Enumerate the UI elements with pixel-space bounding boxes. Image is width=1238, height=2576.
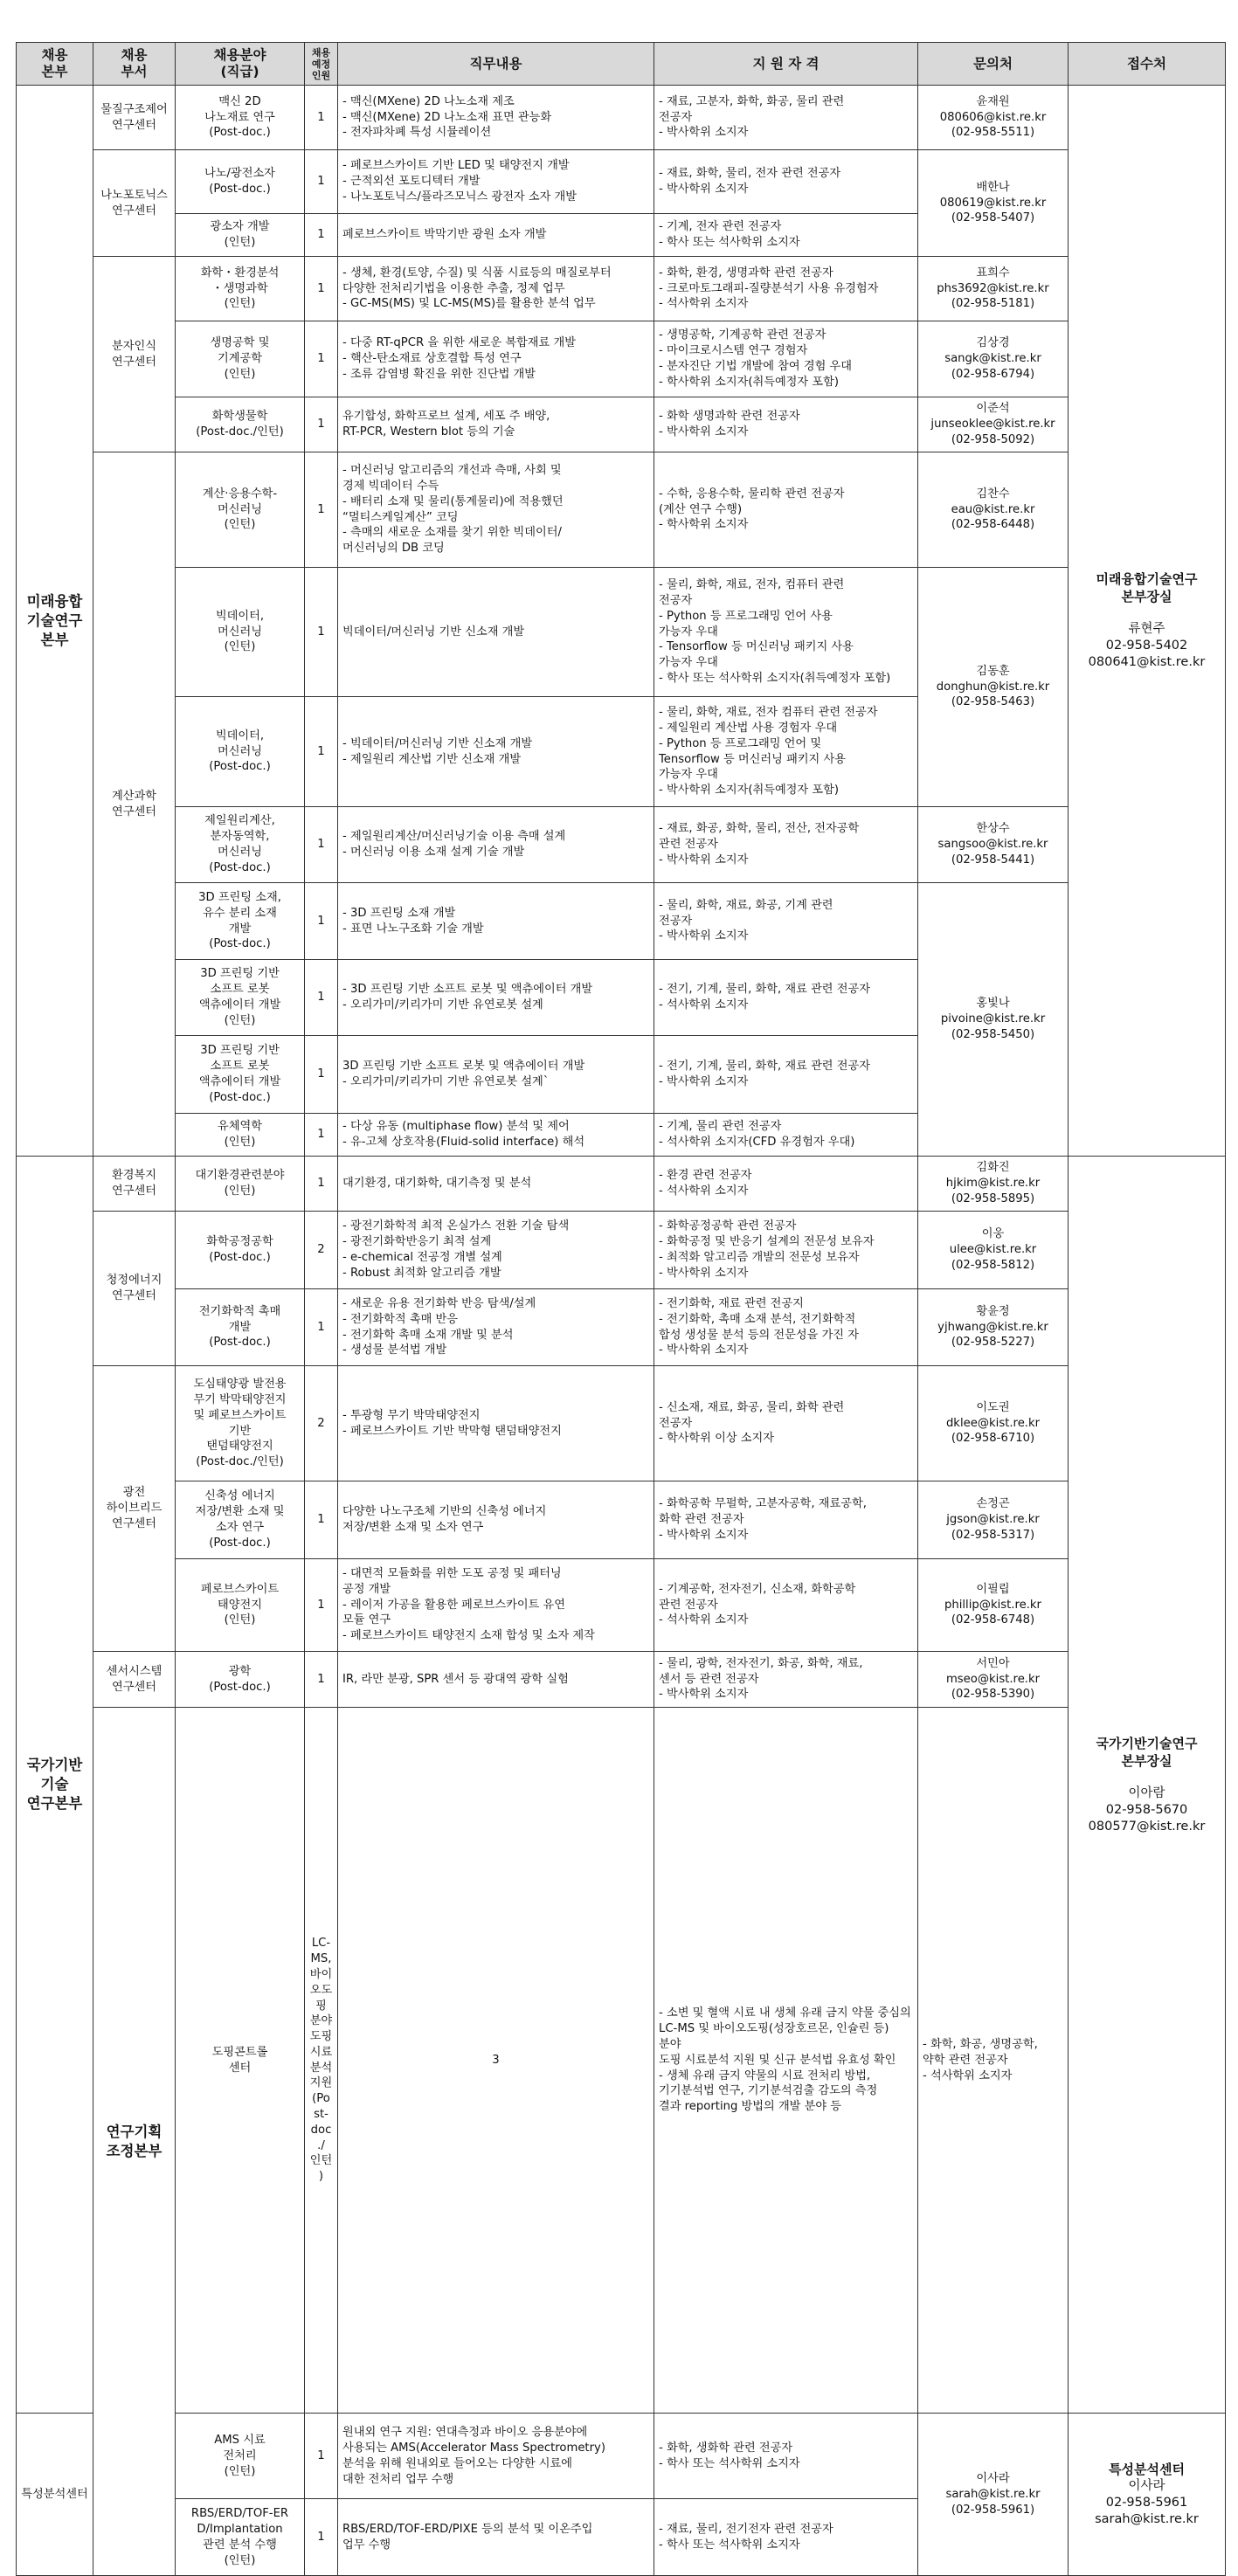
duties-cell: - 머신러닝 알고리즘의 개선과 측매, 사회 및 경제 빅데이터 수득 - 배터리 소재 및 물리(통계물리)에 적용했던 “멀티스케일계산” 코딩 - 측매의 새로운 소재를 찾기 위한 빅데이터/ 머신러닝의 DB 코딩	[338, 452, 654, 568]
table-row	[17, 150, 1226, 214]
dept-cell: 분자인식 연구센터	[93, 257, 176, 452]
duties-cell: 3D 프린팅 기반 소프트 로봇 및 액츄에이터 개발 - 오리가미/키리가미 기반 유연로봇 설계`	[338, 1036, 654, 1114]
hq-future-convergence: 미래융합 기술연구 본부	[17, 86, 93, 1157]
duties-cell: 유기합성, 화학프로브 설계, 세포 주 배양, RT-PCR, Western blot 등의 기술	[338, 397, 654, 452]
field-cell: 유체역학 (인턴)	[176, 1114, 305, 1157]
recruitment-table	[16, 42, 1226, 2576]
duties-cell: - 3D 프린팅 소재 개발 - 표면 나노구조화 기술 개발	[338, 883, 654, 960]
field-cell: 빅데이터, 머신러닝 (Post-doc.)	[176, 697, 305, 807]
contact-cell: 이사라 sarah@kist.re.kr (02-958-5961)	[918, 2414, 1069, 2576]
quals-cell: - 신소재, 재료, 화공, 물리, 화학 관련 전공자 - 학사학위 이상 소지자	[654, 1366, 918, 1481]
contact-cell: 이필립 phillip@kist.re.kr (02-958-6748)	[918, 1559, 1069, 1652]
header-contact: 문의처	[918, 43, 1069, 86]
quals-cell: - 화학, 환경, 생명과학 관련 전공자 - 크로마토그래피-질량분석기 사용 유경험자 - 석사학위 소지자	[654, 257, 918, 321]
reception-title: 미래융합기술연구 본부장실	[1096, 571, 1198, 605]
count-cell: 1	[305, 697, 338, 807]
reception-analysis	[1069, 2414, 1226, 2576]
dept-cell: 나노포토닉스 연구센터	[93, 150, 176, 257]
contact-cell: 한상수 sangsoo@kist.re.kr (02-958-5441)	[918, 807, 1069, 883]
header-field: 채용분야 (직급)	[176, 43, 305, 86]
contact-cell: 이웅 ulee@kist.re.kr (02-958-5812)	[918, 1212, 1069, 1289]
contact-cell: 표희수 phs3692@kist.re.kr (02-958-5181)	[918, 257, 1069, 321]
field-cell: 신축성 에너지 저장/변환 소재 및 소자 연구 (Post-doc.)	[176, 1481, 305, 1559]
reception-title: 국가기반기술연구 본부장실	[1096, 1735, 1198, 1769]
contact-cell: 김상경 sangk@kist.re.kr (02-958-6794)	[918, 321, 1069, 397]
count-cell: 1	[305, 1652, 338, 1708]
table-row	[17, 321, 1226, 397]
count-cell: 2	[305, 1212, 338, 1289]
quals-cell: - 물리, 화학, 재료, 화공, 기계 관련 전공자 - 박사학위 소지자	[654, 883, 918, 960]
count-cell: 1	[305, 86, 338, 150]
quals-cell: - 재료, 화공, 화학, 물리, 전산, 전자공학 관련 전공자 - 박사학위 소지자	[654, 807, 918, 883]
field-cell: 맥신 2D 나노재료 연구 (Post-doc.)	[176, 86, 305, 150]
field-cell: 3D 프린팅 기반 소프트 로봇 액츄에이터 개발 (인턴)	[176, 960, 305, 1036]
table-row	[17, 1157, 1226, 1212]
duties-cell: RBS/ERD/TOF-ERD/PIXE 등의 분석 및 이온주입 업무 수행	[338, 2499, 654, 2576]
contact-cell: 손정곤 jgson@kist.re.kr (02-958-5317)	[918, 1481, 1069, 1559]
count-cell: 1	[305, 397, 338, 452]
dept-cell: 환경복지 연구센터	[93, 1157, 176, 1212]
count-cell: 1	[305, 1157, 338, 1212]
duties-cell: 빅데이터/머신러닝 기반 신소재 개발	[338, 568, 654, 697]
count-cell: 1	[305, 1036, 338, 1114]
field-cell: 전기화학적 촉매 개발 (Post-doc.)	[176, 1289, 305, 1366]
duties-cell: 원내외 연구 지원: 연대측정과 바이오 응용분야에 사용되는 AMS(Accelerator Mass Spectrometry) 분석을 위해 원내외로 들어오는 다양한 시료에 대한 전처리 업무 수행	[338, 2414, 654, 2499]
duties-cell: - 3D 프린팅 기반 소프트 로봇 및 액츄에이터 개발 - 오리가미/키리가미 기반 유연로봇 설계	[338, 960, 654, 1036]
quals-cell: - 물리, 광학, 전자전기, 화공, 화학, 재료, 센서 등 관련 전공자 - 박사학위 소지자	[654, 1652, 918, 1708]
dept-cell: 센서시스템 연구센터	[93, 1652, 176, 1708]
quals-cell: - 물리, 화학, 재료, 전자, 컴퓨터 관련 전공자 - Python 등 프로그래밍 언어 사용 가능자 우대 - Tensorflow 등 머신러닝 패키지 사용 가능자 우대 - 학사 또는 석사학위 소지자(취득예정자 포함)	[654, 568, 918, 697]
dept-cell: 도핑콘트롤 센터	[176, 1708, 305, 2414]
table-row	[17, 1652, 1226, 1708]
reception-future	[1069, 86, 1226, 1157]
duties-cell: 다양한 나노구조체 기반의 신축성 에너지 저장/변환 소재 및 소자 연구	[338, 1481, 654, 1559]
table-row	[17, 86, 1226, 150]
field-cell: 3D 프린팅 소재, 유수 분리 소재 개발 (Post-doc.)	[176, 883, 305, 960]
field-cell: 화학생물학 (Post-doc./인턴)	[176, 397, 305, 452]
quals-cell: - 화학, 생화학 관련 전공자 - 학사 또는 석사학위 소지자	[654, 2414, 918, 2499]
table-row	[17, 2414, 1226, 2499]
count-cell: 1	[305, 321, 338, 397]
field-cell: 페로브스카이트 태양전지 (인턴)	[176, 1559, 305, 1652]
contact-cell: 서민아 mseo@kist.re.kr (02-958-5390)	[918, 1652, 1069, 1708]
quals-cell: - 환경 관련 전공자 - 석사학위 소지자	[654, 1157, 918, 1212]
header-dept: 채용 부서	[93, 43, 176, 86]
contact-cell: 배한나 080619@kist.re.kr (02-958-5407)	[918, 150, 1069, 257]
contact-cell: 이도권 dklee@kist.re.kr (02-958-6710)	[918, 1366, 1069, 1481]
count-cell: 1	[305, 1289, 338, 1366]
count-cell: 1	[305, 960, 338, 1036]
contact-cell: 김화진 hjkim@kist.re.kr (02-958-5895)	[918, 1157, 1069, 1212]
quals-cell: - 재료, 물리, 전기전자 관련 전공자 - 학사 또는 석사학위 소지자	[654, 2499, 918, 2576]
quals-cell: - 화학 생명과학 관련 전공자 - 박사학위 소지자	[654, 397, 918, 452]
contact-cell: 김찬수 eau@kist.re.kr (02-958-6448)	[918, 452, 1069, 568]
duties-cell: - 제일원리계산/머신러닝기술 이용 측매 설계 - 머신러닝 이용 소재 설계 기술 개발	[338, 807, 654, 883]
hq-research-planning: 연구기획 조정본부	[93, 1708, 176, 2576]
quals-cell: - 기계, 물리 관련 전공자 - 석사학위 소지자(CFD 유경험자 우대)	[654, 1114, 918, 1157]
field-cell: 생명공학 및 기계공학 (인턴)	[176, 321, 305, 397]
reception-body: 이아람 02-958-5670 080577@kist.re.kr	[1088, 1785, 1206, 1834]
table-row	[17, 1212, 1226, 1289]
field-cell: 광소자 개발 (인턴)	[176, 214, 305, 257]
duties-cell: - 새로운 유용 전기화학 반응 탐색/설계 - 전기화학적 촉매 반응 - 전기화학 촉매 소재 개발 및 분석 - 생성물 분석법 개발	[338, 1289, 654, 1366]
table-row	[17, 1708, 1226, 2414]
dept-cell: 특성분석센터	[17, 2414, 93, 2576]
quals-cell: - 물리, 화학, 재료, 전자 컴퓨터 관련 전공자 - 제일원리 계산법 사용 경험자 우대 - Python 등 프로그래밍 언어 및 Tensorflow 등 머신러닝 패키지 사용 가능자 우대 - 박사학위 소지자(취득예정자 포함)	[654, 697, 918, 807]
table-row	[17, 1481, 1226, 1559]
table-row	[17, 452, 1226, 568]
reception-body: 이사라 02-958-5961 sarah@kist.re.kr	[1095, 2479, 1199, 2527]
duties-cell: - 다상 유동 (multiphase flow) 분석 및 제어 - 유-고체 상호작용(Fluid-solid interface) 해석	[338, 1114, 654, 1157]
contact-cell: 윤재원 080606@kist.re.kr (02-958-5511)	[918, 86, 1069, 150]
field-cell: 계산·응용수학- 머신러닝 (인턴)	[176, 452, 305, 568]
count-cell: 1	[305, 452, 338, 568]
quals-cell: - 화학, 화공, 생명공학, 약학 관련 전공자 - 석사학위 소지자	[918, 1708, 1069, 2414]
dept-cell: 물질구조제어 연구센터	[93, 86, 176, 150]
duties-cell: - 투광형 무기 박막태양전지 - 페로브스카이트 기반 박막형 탠덤태양전지	[338, 1366, 654, 1481]
contact-cell: 홍빛나 pivoine@kist.re.kr (02-958-5450)	[918, 883, 1069, 1157]
header-duties: 직무내용	[338, 43, 654, 86]
count-cell: 1	[305, 1481, 338, 1559]
table-row	[17, 1289, 1226, 1366]
table-row	[17, 883, 1226, 960]
quals-cell: - 전기, 기계, 물리, 화학, 재료 관련 전공자 - 석사학위 소지자	[654, 960, 918, 1036]
table-row	[17, 397, 1226, 452]
duties-cell: - 다중 RT-qPCR 을 위한 새로운 복합재료 개발 - 핵산-탄소재료 상호결합 특성 연구 - 조류 감염병 확진을 위한 진단법 개발	[338, 321, 654, 397]
count-cell: 1	[305, 257, 338, 321]
field-cell: RBS/ERD/TOF-ER D/Implantation 관련 분석 수행 (인턴)	[176, 2499, 305, 2576]
field-cell: AMS 시료 전처리 (인턴)	[176, 2414, 305, 2499]
field-cell: 나노/광전소자 (Post-doc.)	[176, 150, 305, 214]
header-hq: 채용 본부	[17, 43, 93, 86]
duties-cell: - 페로브스카이트 기반 LED 및 태양전지 개발 - 근적외선 포토디텍터 개발 - 나노포토닉스/플라즈모닉스 광전자 소자 개발	[338, 150, 654, 214]
quals-cell: - 전기화학, 재료 관련 전공지 - 전기화학, 촉매 소재 분석, 전기화학적 합성 생성물 분석 등의 전문성을 가진 자 - 박사학위 소지자	[654, 1289, 918, 1366]
header-quals: 지 원 자 격	[654, 43, 918, 86]
count-cell: 1	[305, 150, 338, 214]
quals-cell: - 화학공정공학 관련 전공자 - 화학공정 및 반응기 설계의 전문성 보유자 - 최적화 알고리즘 개발의 전문성 보유자 - 박사학위 소지자	[654, 1212, 918, 1289]
contact-cell: 황윤정 yjhwang@kist.re.kr (02-958-5227)	[918, 1289, 1069, 1366]
count-cell: 2	[305, 1366, 338, 1481]
duties-cell: IR, 라만 분광, SPR 센서 등 광대역 광학 실험	[338, 1652, 654, 1708]
field-cell: 광학 (Post-doc.)	[176, 1652, 305, 1708]
duties-cell: - 생체, 환경(토양, 수질) 및 식품 시료등의 매질로부터 다양한 전처리기법을 이용한 추출, 정제 업무 - GC-MS(MS) 및 LC-MS(MS)를 활용한 분석 업무	[338, 257, 654, 321]
table-row	[17, 568, 1226, 697]
field-cell: 빅데이터, 머신러닝 (인턴)	[176, 568, 305, 697]
field-cell: LC-MS, 바이오도핑 분야 도핑시료분석 지원 (Post-doc./인턴)	[305, 1708, 338, 2414]
count-cell: 1	[305, 883, 338, 960]
count-cell: 1	[305, 568, 338, 697]
dept-cell: 청정에너지 연구센터	[93, 1212, 176, 1366]
dept-cell: 계산과학 연구센터	[93, 452, 176, 1157]
quals-cell: - 기계공학, 전자전기, 신소재, 화학공학 관련 전공자 - 석사학위 소지자	[654, 1559, 918, 1652]
quals-cell: - 기계, 전자 관련 전공자 - 학사 또는 석사학위 소지자	[654, 214, 918, 257]
count-cell: 1	[305, 2499, 338, 2576]
quals-cell: - 화학공학 무펄학, 고분자공학, 재료공학, 화학 관련 전공자 - 박사학위 소지자	[654, 1481, 918, 1559]
dept-cell: 광전 하이브리드 연구센터	[93, 1366, 176, 1652]
reception-body: 류현주 02-958-5402 080641@kist.re.kr	[1088, 621, 1206, 669]
field-cell: 대기환경관련분야 (인턴)	[176, 1157, 305, 1212]
header-row	[17, 43, 1226, 86]
quals-cell: - 재료, 고분자, 화학, 화공, 물리 관련 전공자 - 박사학위 소지자	[654, 86, 918, 150]
table-row	[17, 807, 1226, 883]
count-cell: 1	[305, 807, 338, 883]
header-count: 채용 예정 인원	[305, 43, 338, 86]
table-row	[17, 257, 1226, 321]
table-row	[17, 1366, 1226, 1481]
duties-cell: - 대면적 모듈화를 위한 도포 공정 및 패터닝 공정 개발 - 레이저 가공을 활용한 페로브스카이트 유연 모듈 연구 - 페로브스카이트 태양전지 소재 합성 및 소자 제작	[338, 1559, 654, 1652]
quals-cell: - 재료, 화학, 물리, 전자 관련 전공자 - 박사학위 소지자	[654, 150, 918, 214]
reception-title: 특성분석센터	[1109, 2462, 1185, 2478]
duties-cell: - 빅데이터/머신러닝 기반 신소재 개발 - 제일원리 계산법 기반 신소재 개발	[338, 697, 654, 807]
quals-cell: - 수학, 응용수학, 물리학 관련 전공자 (계산 연구 수행) - 학사학위 소지자	[654, 452, 918, 568]
header-reception: 접수처	[1069, 43, 1226, 86]
duties-cell: - 맥신(MXene) 2D 나노소재 제조 - 맥신(MXene) 2D 나노소재 표면 관능화 - 전자파차폐 특성 시뮬레이션	[338, 86, 654, 150]
hq-national-infrastructure: 국가기반 기술 연구본부	[17, 1157, 93, 2414]
quals-cell: - 생명공학, 기계공학 관련 전공자 - 마이크로시스템 연구 경험자 - 분자진단 기법 개발에 참여 경험 우대 - 학사학위 소지자(취득예정자 포함)	[654, 321, 918, 397]
recruitment-table-wrapper	[16, 42, 1226, 2576]
quals-cell: - 전기, 기계, 물리, 화학, 재료 관련 전공자 - 박사학위 소지자	[654, 1036, 918, 1114]
count-cell: 3	[338, 1708, 654, 2414]
field-cell: 제일원리계산, 분자동역학, 머신러닝 (Post-doc.)	[176, 807, 305, 883]
field-cell: 화학공정공학 (Post-doc.)	[176, 1212, 305, 1289]
duties-cell: - 소변 및 혈액 시료 내 생체 유래 금지 약물 중심의 LC-MS 및 바이오도핑(성장호르몬, 인슐린 등) 분야 도핑 시료분석 지원 및 신규 분석법 유효성 확인 - 생체 유래 금지 약물의 시료 전처리 방법, 기기분석법 연구, 기기분석검출 감도의 측정 결과 reporting 방법의 개발 분야 등	[654, 1708, 918, 2414]
field-cell: 도심태양광 발전용 무기 박막태양전지 및 페로브스카이트 기반 탠덤태양전지 (Post-doc./인턴)	[176, 1366, 305, 1481]
count-cell: 1	[305, 214, 338, 257]
reception-national	[1069, 1157, 1226, 2414]
count-cell: 1	[305, 1114, 338, 1157]
field-cell: 3D 프린팅 기반 소프트 로봇 액츄에이터 개발 (Post-doc.)	[176, 1036, 305, 1114]
field-cell: 화학・환경분석 ・생명과학 (인턴)	[176, 257, 305, 321]
contact-cell: 김동훈 donghun@kist.re.kr (02-958-5463)	[918, 568, 1069, 807]
duties-cell: 대기환경, 대기화학, 대기측정 및 분석	[338, 1157, 654, 1212]
contact-cell: 이준석 junseoklee@kist.re.kr (02-958-5092)	[918, 397, 1069, 452]
count-cell: 1	[305, 1559, 338, 1652]
duties-cell: 페로브스카이트 박막기반 광원 소자 개발	[338, 214, 654, 257]
table-row	[17, 1559, 1226, 1652]
count-cell: 1	[305, 2414, 338, 2499]
duties-cell: - 광전기화학적 최적 온실가스 전환 기술 탐색 - 광전기화학반응기 최적 설계 - e-chemical 전공정 개별 설계 - Robust 최적화 알고리즘 개발	[338, 1212, 654, 1289]
